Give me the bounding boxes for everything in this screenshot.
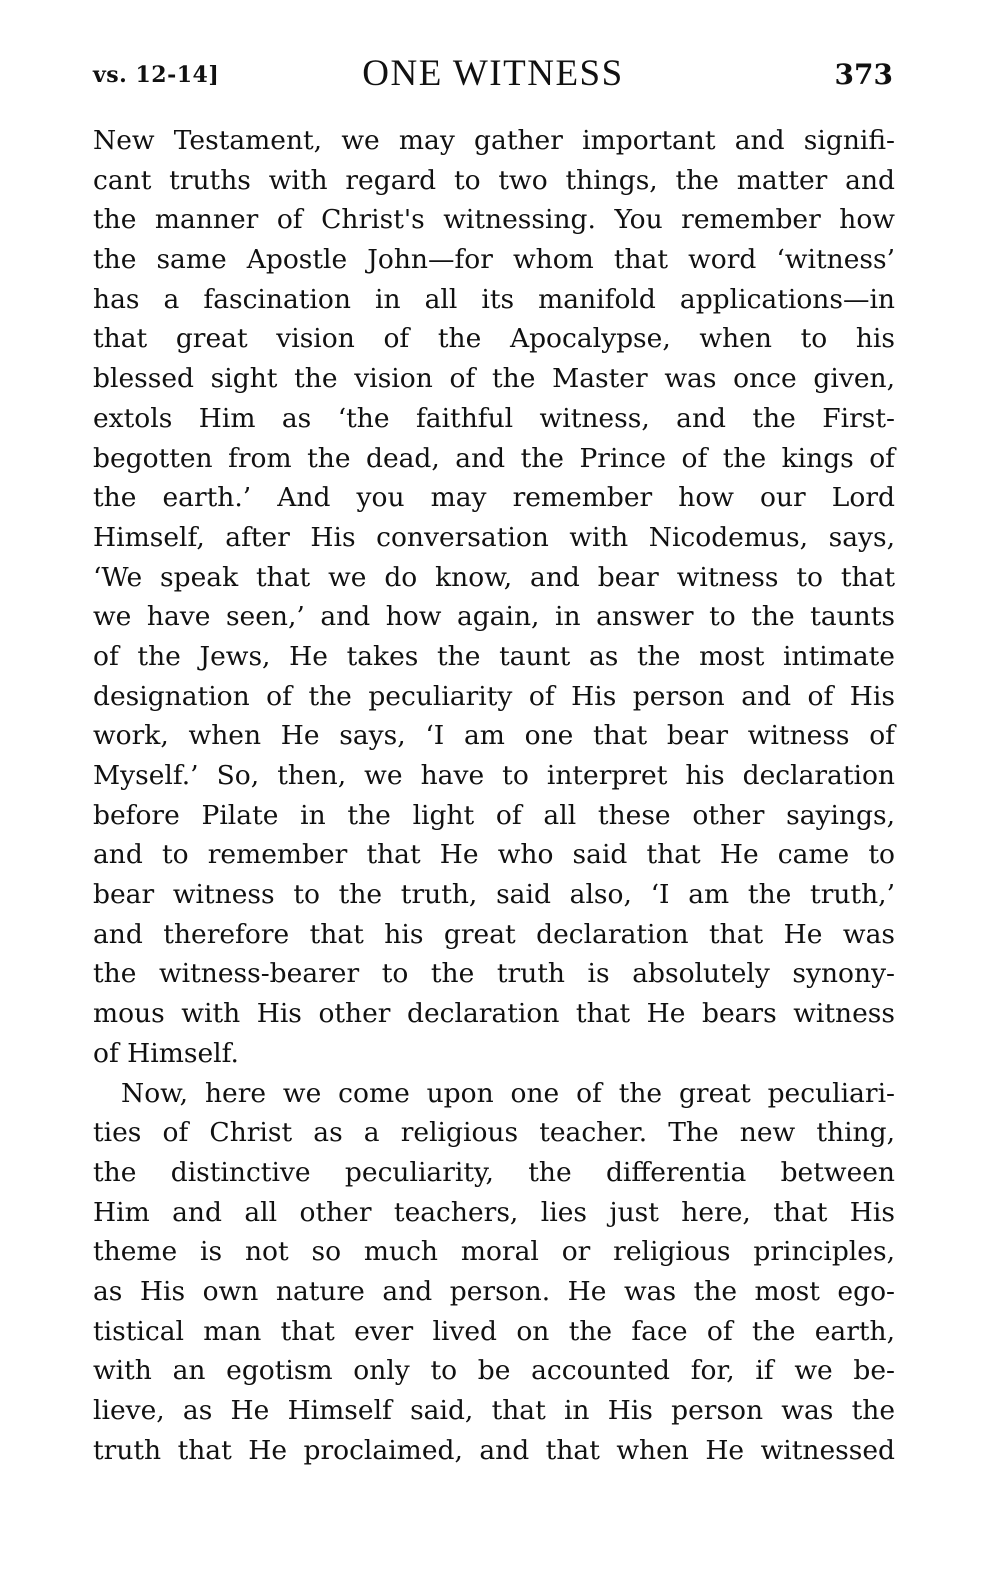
running-head (93, 52, 893, 96)
paragraph-1 (93, 121, 895, 1074)
page-title: ONE WITNESS (362, 53, 624, 94)
text-line: Myself.’ So, then, we have to interpret his declaration (93, 760, 895, 791)
text-line: before Pilate in the light of all these other sayings, (93, 799, 895, 831)
text-line: Now, here we come upon one of the great peculiari- (121, 1077, 895, 1109)
text-line: ‘We speak that we do know, and bear witness to that (93, 561, 895, 593)
text-line: we have seen,’ and how again, in answer to the taunts (93, 601, 895, 633)
text-line: truth that He proclaimed, and that when He witnessed (93, 1434, 895, 1466)
text-line: New Testament, we may gather important and signifi- (93, 125, 895, 156)
text-line: the same Apostle John—for whom that word ‘witness’ (93, 244, 895, 276)
page-number: 373 (834, 58, 893, 91)
paragraph-2 (93, 1074, 895, 1471)
text-line: extols Him as ‘the faithful witness, and the First- (93, 402, 895, 434)
text-line: has a fascination in all its manifold applications—in (93, 283, 895, 315)
verse-reference: vs. 12-14] (93, 62, 220, 88)
body-text (93, 121, 895, 1470)
text-line: lieve, as He Himself said, that in His person was the (93, 1395, 895, 1426)
text-line: as His own nature and person. He was the most ego- (93, 1275, 895, 1307)
text-line: blessed sight the vision of the Master was once given, (93, 363, 895, 395)
text-line: the distinctive peculiarity, the differentia between (93, 1156, 895, 1188)
text-line: cant truths with regard to two things, the matter and (93, 164, 895, 196)
text-line: theme is not so much moral or religious principles, (93, 1236, 895, 1268)
text-line: begotten from the dead, and the Prince of the kings of (93, 442, 895, 474)
text-line: Him and all other teachers, lies just here, that His (93, 1196, 895, 1228)
text-line: the witness-bearer to the truth is absolutely synony- (93, 958, 895, 990)
text-line: mous with His other declaration that He bears witness (93, 998, 895, 1030)
text-line: work, when He says, ‘I am one that bear witness of (93, 720, 895, 752)
text-line: ties of Christ as a religious teacher. The new thing, (93, 1117, 895, 1149)
text-line: Himself, after His conversation with Nicodemus, says, (93, 521, 895, 553)
text-line: bear witness to the truth, said also, ‘I am the truth,’ (93, 879, 895, 911)
text-line: the earth.’ And you may remember how our Lord (93, 482, 895, 514)
text-line: designation of the peculiarity of His person and of His (93, 680, 895, 712)
text-line: and therefore that his great declaration that He was (93, 918, 895, 950)
text-line: tistical man that ever lived on the face of the earth, (93, 1315, 895, 1347)
text-line: and to remember that He who said that He came to (93, 839, 895, 871)
text-line: with an egotism only to be accounted for, if we be- (93, 1355, 895, 1387)
text-line: of the Jews, He takes the taunt as the most intimate (93, 640, 895, 672)
text-line: that great vision of the Apocalypse, when to his (93, 323, 895, 355)
text-line: the manner of Christ's witnessing. You remember how (93, 204, 895, 236)
text-line: of Himself. (93, 1037, 239, 1069)
